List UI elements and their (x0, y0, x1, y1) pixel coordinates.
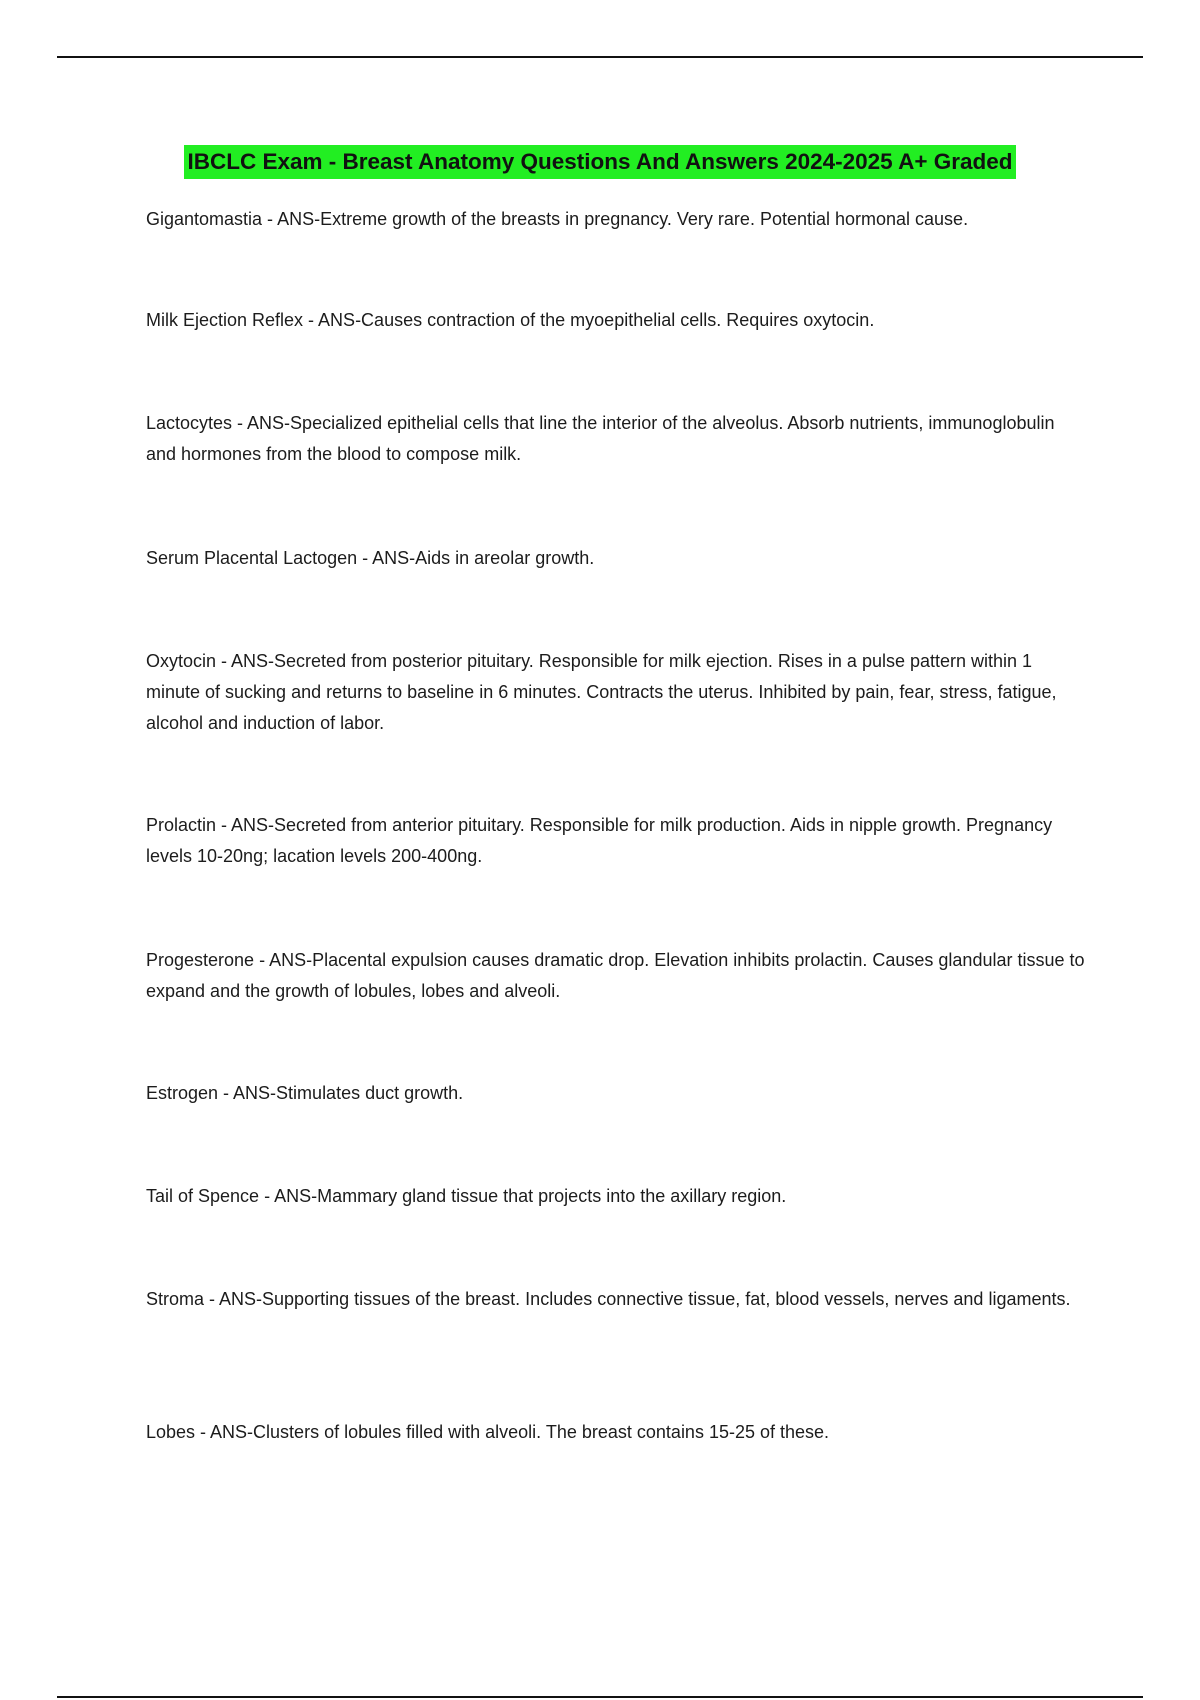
qa-entry-stroma: Stroma - ANS-Supporting tissues of the breast. Includes connective tissue, fat, blood vessels, nerves and ligaments. (146, 1289, 1071, 1309)
qa-entry-lobes: Lobes - ANS-Clusters of lobules filled with alveoli. The breast contains 15-25 of these. (146, 1422, 830, 1442)
top-divider (57, 56, 1143, 58)
qa-entry-tail-of-spence: Tail of Spence - ANS-Mammary gland tissue that projects into the axillary region. (146, 1186, 787, 1206)
qa-entry-milk-ejection-reflex: Milk Ejection Reflex - ANS-Causes contraction of the myoepithelial cells. Requires oxytocin. (146, 310, 875, 330)
title-container (0, 145, 1200, 179)
document-title: IBCLC Exam - Breast Anatomy Questions And Answers 2024-2025 A+ Graded (184, 145, 1015, 179)
bottom-divider (57, 1696, 1143, 1698)
qa-entry-prolactin: Prolactin - ANS-Secreted from anterior pituitary. Responsible for milk production. Aids in nipple growth. Pregnancy levels 10-20ng; lacation levels 200-400ng. (146, 815, 1053, 866)
qa-entry-oxytocin: Oxytocin - ANS-Secreted from posterior pituitary. Responsible for milk ejection. Rises in a pulse pattern within 1 minute of sucking and returns to baseline in 6 minutes. Contracts the uterus. Inhibited by pain, fear, stress, fatigue, alcohol and induction of labor. (146, 651, 1057, 733)
qa-entry-serum-placental-lactogen: Serum Placental Lactogen - ANS-Aids in areolar growth. (146, 548, 595, 568)
qa-entry-estrogen: Estrogen - ANS-Stimulates duct growth. (146, 1083, 464, 1103)
qa-entry-gigantomastia: Gigantomastia - ANS-Extreme growth of the breasts in pregnancy. Very rare. Potential hormonal cause. (146, 209, 969, 229)
qa-entry-lactocytes: Lactocytes - ANS-Specialized epithelial cells that line the interior of the alveolus. Absorb nutrients, immunoglobulin and hormones from the blood to compose milk. (146, 413, 1055, 464)
qa-entry-progesterone: Progesterone - ANS-Placental expulsion causes dramatic drop. Elevation inhibits prolactin. Causes glandular tissue to expand and the growth of lobules, lobes and alveoli. (146, 950, 1085, 1001)
